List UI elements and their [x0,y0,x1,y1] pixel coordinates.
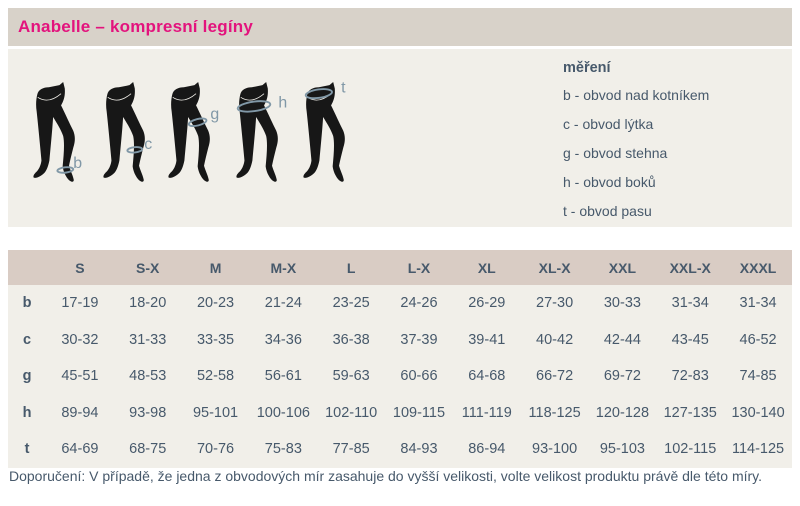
size-cell: 114-125 [731,441,785,458]
size-cell: 118-125 [528,404,581,421]
size-cell: 30-33 [603,295,641,312]
size-column-header: S-X [114,250,182,285]
legend-title: měření [563,60,611,76]
size-cell: 36-38 [332,331,370,348]
size-cell: 93-98 [129,404,167,421]
legs-silhouette-icon [165,82,225,188]
measurement-letter: c [144,135,153,153]
title-bar [8,8,792,46]
measure-row-label: h [22,404,32,421]
size-cell: 20-23 [196,295,235,312]
size-column-header: XXL [589,250,657,285]
size-cell: 64-68 [468,368,506,385]
size-cell: 42-44 [603,331,641,348]
size-header-row [8,250,792,285]
size-cell: 34-36 [264,331,302,348]
measurement-legend [563,60,709,232]
size-cell: 64-69 [61,441,99,458]
leg-figure-g [165,82,225,188]
size-cell: 70-76 [196,441,235,458]
size-cell: 127-135 [663,404,717,421]
size-cell: 31-33 [129,331,167,348]
size-cell: 56-61 [264,368,302,385]
measurement-letter: b [73,154,83,172]
legs-silhouette-icon [233,82,293,188]
size-cell: 33-35 [196,331,235,348]
size-cell: 59-63 [332,368,370,385]
legs-silhouette-icon [30,82,90,188]
size-cell: 69-72 [603,368,641,385]
size-cell: 75-83 [264,441,302,458]
size-column-header: XXL-X [656,250,724,285]
measurement-letter: g [210,106,220,124]
size-cell: 68-75 [129,441,167,458]
size-cell: 77-85 [332,441,370,458]
size-cell: 102-110 [325,404,378,421]
legs-silhouette-icon [300,79,360,188]
size-column-header: M-X [249,250,317,285]
size-cell: 31-34 [671,295,709,312]
size-column-header: M [182,250,250,285]
size-cell: 120-128 [595,404,650,421]
page-title: Anabelle – kompresní legíny [18,17,253,36]
legend-item: b - obvod nad kotníkem [563,87,710,103]
size-cell: 72-83 [671,368,709,385]
size-cell: 102-115 [664,441,717,458]
measure-row-label: g [22,368,32,385]
size-cell: 40-42 [536,331,574,348]
size-column-header: XL [453,250,521,285]
leg-figure-t [300,79,360,188]
size-cell: 130-140 [731,404,785,421]
size-cell: 60-66 [400,368,438,385]
size-cell: 39-41 [468,331,506,348]
size-column-header: L [317,250,385,285]
size-cell: 46-52 [739,331,777,348]
size-cell: 45-51 [61,368,99,385]
size-cell: 30-32 [61,331,99,348]
size-cell: 52-58 [196,368,235,385]
size-cell: 95-101 [192,404,239,421]
size-cell: 100-106 [256,404,310,421]
measurement-letter: h [278,94,288,112]
measurement-letter: t [341,79,346,97]
size-cell: 95-103 [599,441,645,458]
corner-cell [8,250,46,285]
legend-item: t - obvod pasu [563,203,652,219]
measure-row-label: t [24,441,30,458]
legend-item: h - obvod boků [563,174,656,190]
size-cell: 27-30 [536,295,574,312]
size-cell: 26-29 [468,295,506,312]
leg-figure-h [233,82,293,188]
leg-figure-b [30,82,90,188]
size-cell: 43-45 [671,331,709,348]
size-cell: 21-24 [264,295,302,312]
size-cell: 48-53 [129,368,167,385]
size-row-h [8,395,792,432]
measure-row-label: b [22,295,32,312]
size-cell: 66-72 [536,368,574,385]
measurement-diagram-panel [8,49,792,227]
size-cell: 37-39 [400,331,438,348]
leg-figure-c [100,82,160,188]
measure-row-label: c [22,331,32,348]
legend-item: g - obvod stehna [563,145,668,161]
legend-item: c - obvod lýtka [563,116,654,132]
size-cell: 84-93 [400,441,438,458]
size-cell: 24-26 [400,295,438,312]
size-table [8,250,792,468]
size-row-c [8,322,792,359]
size-cell: 18-20 [129,295,167,312]
size-cell: 109-115 [392,404,446,421]
size-column-header: L-X [385,250,453,285]
size-column-header: XL-X [521,250,589,285]
size-cell: 23-25 [332,295,370,312]
size-row-g [8,358,792,395]
size-cell: 93-100 [532,441,578,458]
legend-list [563,87,709,220]
size-cell: 86-94 [468,441,506,458]
footer-note: Doporučení: V případě, že jedna z obvodových mír zasahuje do vyšší velikosti, volte velikost produktu právě dle této míry. [9,468,763,484]
size-row-t [8,431,792,468]
size-column-header: XXXL [724,250,792,285]
size-cell: 74-85 [739,368,777,385]
size-cell: 89-94 [61,404,99,421]
size-row-b [8,285,792,322]
size-cell: 111-119 [461,404,512,421]
size-cell: 31-34 [739,295,777,312]
size-column-header: S [46,250,114,285]
legs-silhouette-icon [100,82,160,188]
size-cell: 17-19 [61,295,99,312]
